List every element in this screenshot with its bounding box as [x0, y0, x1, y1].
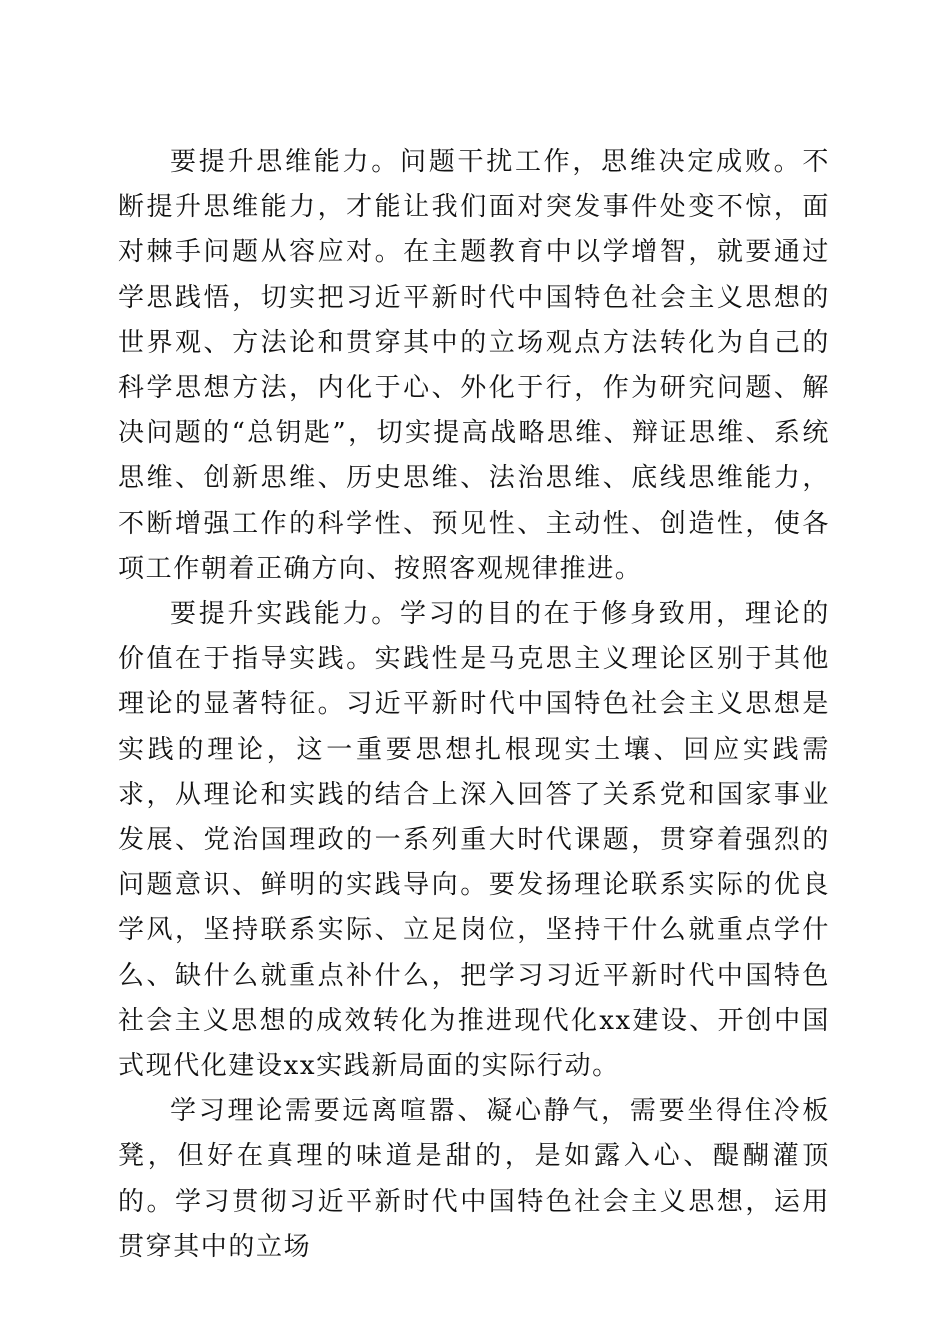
- paragraph-thinking-ability: 要提升思维能力。问题干扰工作，思维决定成败。不断提升思维能力，才能让我们面对突发事件处变不惊，面对棘手问题从容应对。在主题教育中以学增智，就要通过学思践悟，切实把习近平新时代中国特色社会主义思想的世界观、方法论和贯穿其中的立场观点方法转化为自己的科学思想方法，内化于心、外化于行，作为研究问题、解决问题的“总钥匙”，切实提高战略思维、辩证思维、系统思维、创新思维、历史思维、法治思维、底线思维能力，不断增强工作的科学性、预见性、主动性、创造性，使各项工作朝着正确方向、按照客观规律推进。: [118, 147, 830, 584]
- document-body: [118, 140, 830, 1270]
- paragraph-practice-ability: 要提升实践能力。学习的目的在于修身致用，理论的价值在于指导实践。实践性是马克思主义理论区别于其他理论的显著特征。习近平新时代中国特色社会主义思想是实践的理论，这一重要思想扎根现实土壤、回应实践需求，从理论和实践的结合上深入回答了关系党和国家事业发展、党治国理政的一系列重大时代课题，贯穿着强烈的问题意识、鲜明的实践导向。要发扬理论联系实际的优良学风，坚持联系实际、立足岗位，坚持干什么就重点学什么、缺什么就重点补什么，把学习习近平新时代中国特色社会主义思想的成效转化为推进现代化xx建设、开创中国式现代化建设xx实践新局面的实际行动。: [118, 599, 830, 1082]
- paragraph-theory-study: 学习理论需要远离喧嚣、凝心静气，需要坐得住冷板凳，但好在真理的味道是甜的，是如露入心、醍醐灌顶的。学习贯彻习近平新时代中国特色社会主义思想，运用贯穿其中的立场: [118, 1096, 830, 1262]
